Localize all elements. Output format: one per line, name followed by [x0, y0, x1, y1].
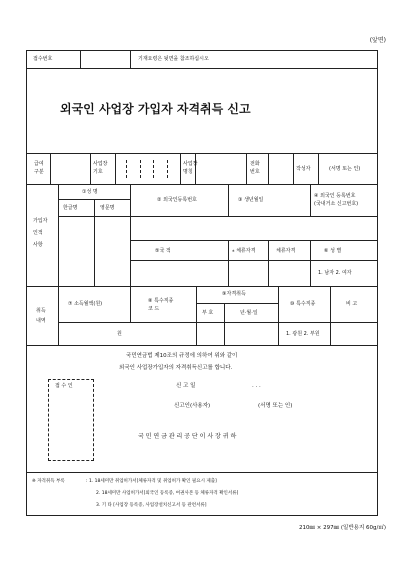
divider: [94, 199, 95, 286]
acquisition-section-label: 취득 내역: [36, 308, 46, 324]
divider: [153, 160, 154, 178]
addressee: 국 민 연 금 관 리 공 단 이 사 장 귀 하: [138, 433, 237, 440]
workplace-code-label: 사업장 기호: [93, 161, 108, 175]
divider: [90, 153, 91, 184]
korean-name-col: 한글명: [63, 205, 78, 211]
divider: [246, 153, 247, 184]
divider: [228, 184, 229, 216]
divider: [268, 153, 269, 184]
paper-size-note: 210㎜ × 297㎜ (일반용지 60g/㎡): [299, 525, 386, 531]
divider: [58, 216, 378, 217]
divider: [126, 160, 127, 178]
form-title: 외국인 사업장 가입자 자격취득 신고: [60, 102, 251, 116]
sector-options: 1. 광원 2. 부원: [286, 331, 320, 337]
stamp-box: [48, 379, 94, 461]
divider: [268, 240, 269, 286]
reporter-employer-label: 신고인(사용자): [174, 403, 211, 409]
declaration-line-1: 국민연금법 제10조의 규정에 의하여 위와 같이: [126, 353, 238, 359]
birthdate-label: ③ 생년월일: [238, 197, 264, 203]
reporter-label: 작성자: [296, 166, 311, 172]
receipt-number-label: 접수번호: [33, 56, 53, 62]
divider: [130, 240, 378, 241]
report-date-label: 신 고 일: [176, 383, 196, 389]
subscriber-section-label: 가입자 인적 사항: [33, 218, 48, 248]
divider: [330, 286, 331, 345]
divider: [140, 160, 141, 178]
divider: [293, 153, 294, 184]
sex-label: ⑥ 성 별: [324, 248, 342, 254]
divider: [278, 286, 279, 345]
resident-number-label: ② 외국인등록번호: [157, 197, 197, 203]
divider: [130, 260, 378, 261]
divider: [196, 303, 278, 304]
stay-status-label: 체류자격: [276, 248, 296, 254]
registration-number-label: ④ 외국인 등록번호 (국내거소 신고번호): [314, 193, 359, 207]
report-date-dots: . . .: [252, 383, 261, 389]
divider: [318, 153, 319, 184]
special-sector-label: ⑩ 특수직종: [290, 301, 316, 307]
signature-note: (서명 또는 인): [329, 166, 361, 172]
reporter-sign-note: (서명 또는 인): [258, 403, 293, 409]
acquisition-date-label: ⑨자격취득: [222, 291, 246, 297]
won-unit: 원: [117, 331, 122, 337]
sex-options: 1. 남자 2. 여자: [318, 270, 352, 276]
divider: [26, 286, 378, 287]
divider: [180, 153, 181, 184]
divider: [167, 160, 168, 178]
divider: [310, 184, 311, 216]
divider: [310, 240, 311, 286]
divider: [224, 303, 225, 345]
divider: [26, 345, 378, 346]
divider: [228, 240, 229, 286]
divider: [58, 286, 59, 345]
divider: [26, 68, 378, 69]
monthly-income-label: ⑦ 소득월액(원): [68, 301, 103, 307]
attachment-item-2: 2. 18세미만 사업허가서[외국인 등록증, 여권사본 등 체류자격 확인서류]: [96, 491, 239, 496]
nationality-label: ⑤국 적: [155, 248, 171, 254]
divider: [130, 184, 131, 286]
ymd-sub-label: 년·월·일: [240, 310, 258, 316]
divider: [130, 286, 131, 322]
workplace-name-label: 사업장 명칭: [183, 161, 198, 175]
attachment-item-3: 3. 기 타 [사업장 등록증, 사업장설치신고서 등 관련서류]: [96, 503, 207, 508]
divider: [26, 184, 378, 185]
divider: [26, 472, 378, 473]
divider: [50, 153, 51, 184]
stay-status-code-label: ⁎ 체류자격: [232, 248, 256, 254]
attachments-label: ※ 자격취득 부록: [32, 479, 65, 484]
english-name-col: 영문명: [100, 205, 115, 211]
special-job-code-label: ⑧ 특수직종 코 드: [148, 298, 174, 312]
divider: [130, 50, 131, 68]
benefit-type-label: 급여 구분: [34, 161, 44, 175]
divider: [115, 153, 116, 184]
form-side-label: (앞면): [369, 37, 386, 44]
stamp-label: 접 수 인: [55, 383, 73, 389]
instruction-note: 기재요령은 뒷면을 참조하십시오: [138, 56, 209, 62]
remarks-label: 비 고: [346, 301, 358, 307]
attachment-item-1: : 1. 18세미만 취업허가서[체류자격 및 취업허가 확인 필요시 제출]: [86, 479, 217, 484]
divider: [80, 50, 81, 68]
divider: [26, 153, 378, 154]
declaration-line-2: 외국인 사업장가입자의 자격취득신고를 합니다.: [119, 365, 233, 371]
divider: [196, 286, 197, 345]
name-label: ①성 명: [82, 189, 98, 195]
phone-label: 전화 번호: [250, 161, 260, 175]
code-sub-label: 부 호: [202, 310, 214, 316]
